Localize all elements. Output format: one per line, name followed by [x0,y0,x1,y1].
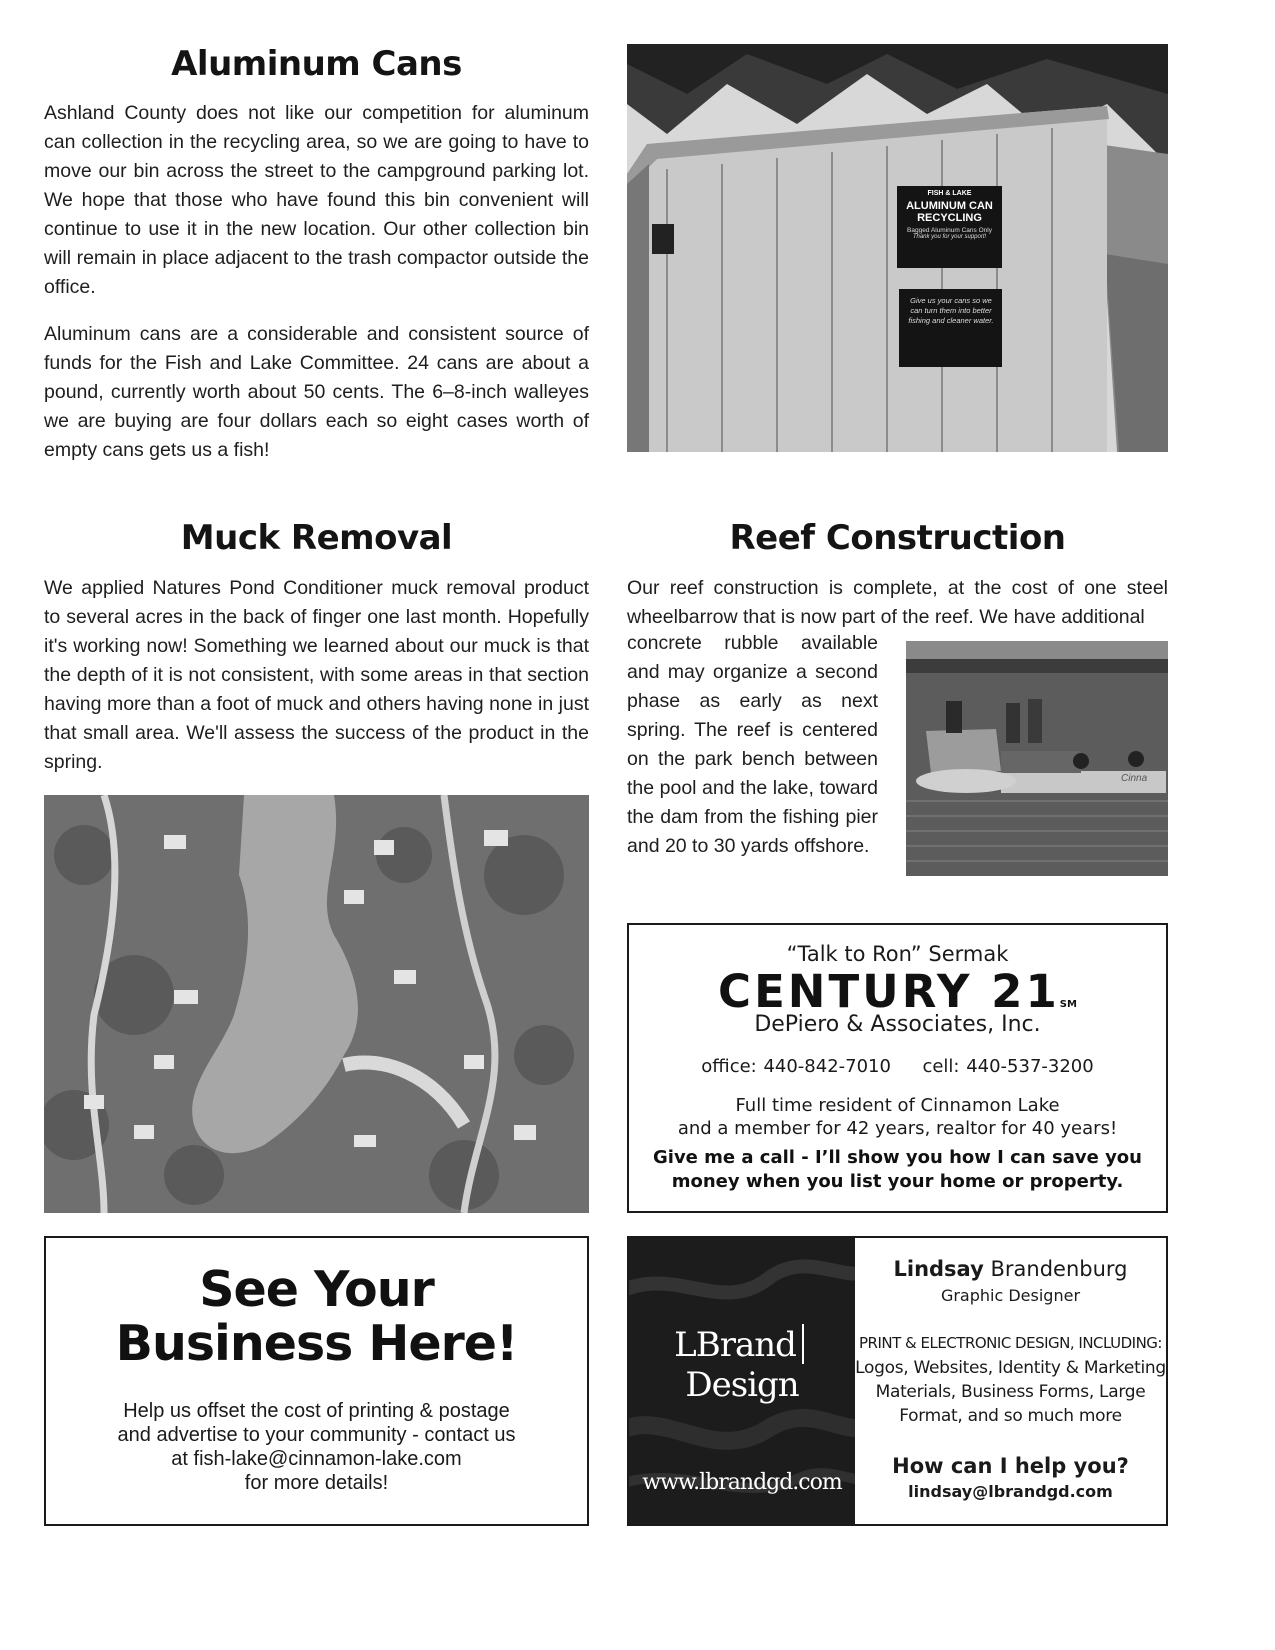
reef-construction-heading: Reef Construction [729,518,1066,558]
business-ad [44,1236,589,1526]
reef-construction-paragraph: concrete rubble available and may organize a second phase as early as next spring. The reef is centered on the park bench between the pool and the lake, toward the dam from the fishing pier and 20 to 30 yards offshore. [627,632,878,857]
business-ad-headline-2: Business Here! [115,1315,518,1372]
lbrand-logo-left: LBrand [674,1325,796,1365]
business-ad-line-4: for more details! [244,1472,389,1494]
aluminum-cans-paragraph-2: Aluminum cans are a considerable and consistent source of funds for the Fish and Lake Committee. 24 cans are about a pound, currently worth about 50 cents. The 6–8-inch walleyes we are buying are four dollars each so eight cases worth of empty cans gets us a fish! [44,323,589,461]
cell-phone: cell: 440-537-3200 [922,1056,1094,1077]
logo-divider [802,1324,804,1364]
business-ad-email-line: at fish-lake@cinnamon-lake.com [171,1448,462,1470]
century21-ad [627,923,1168,1213]
fish-lake-logo: FISH & LAKE [927,190,972,197]
ad-member-line: and a member for 42 years, realtor for 40 years! [677,1118,1118,1139]
muck-removal-heading: Muck Removal [180,518,453,558]
boat-lettering: Cinna [1121,773,1148,784]
designer-first-name: Lindsay [893,1257,984,1281]
services-line-3: Format, and so much more [899,1406,1122,1426]
lbrand-logo-panel [629,1238,855,1524]
designer-role: Graphic Designer [940,1286,1081,1305]
ad-resident-line: Full time resident of Cinnamon Lake [735,1095,1060,1116]
aluminum-cans-paragraph-1: Ashland County does not like our competition for aluminum can collection in the recycling area, so we are going to have to move our bin across the street to the campground parking lot. We hope that those who have found this bin convenient will continue to use it in the new location. Our other collection bin will remain in place adjacent to the trash compactor outside the office. [44,102,589,298]
reef-boat-photo [906,641,1168,876]
ad-company: DePiero & Associates, Inc. [754,1012,1041,1037]
services-line-1: Logos, Websites, Identity & Marketing [855,1358,1166,1378]
ad-call-line-1: Give me a call - I’ll show you how I can save you [653,1147,1142,1168]
sign-thanks: Thank you for your support! [912,234,987,240]
aluminum-cans-heading: Aluminum Cans [171,44,462,84]
designer-last-name: Brandenburg [990,1257,1128,1281]
lbrand-ad [627,1236,1168,1526]
business-ad-line-1: Help us offset the cost of printing & postage [123,1400,510,1422]
muck-removal-paragraph: We applied Natures Pond Conditioner muck removal product to several acres in the back of finger one last month. Hopefully it's working now! Something we learned about our muck is that the depth of it is not consistent, with some areas in that section having more than a foot of muck and others having none in just that small area. We'll assess the success of the product in the spring. [44,577,589,773]
business-ad-line-2: and advertise to your community - contact us [117,1424,516,1446]
aerial-lake-photo [44,795,589,1213]
lbrand-url[interactable]: www.lbrandgd.com [642,1470,842,1495]
help-question: How can I help you? [892,1454,1129,1478]
services-heading: PRINT & ELECTRONIC DESIGN, INCLUDING: [858,1334,1162,1352]
ad-tagline: “Talk to Ron” Sermak [786,942,1009,966]
designer-email[interactable]: lindsay@lbrandgd.com [908,1482,1113,1501]
reef-construction-intro: Our reef construction is complete, at the cost of one steel wheelbarrow that is now part of the reef. We have additional [627,577,1168,628]
recycling-bin-photo [627,44,1168,452]
lbrand-logo-right: Design [685,1365,799,1405]
office-phone: office: 440-842-7010 [701,1056,891,1077]
ad-call-line-2: money when you list your home or property. [671,1171,1124,1192]
sign-title: ALUMINUM CAN RECYCLING [906,200,993,224]
sign-message: Give us your cans so we can turn them into better fishing and cleaner water. [908,296,994,325]
century21-brand: CENTURY 21 [718,965,1060,1018]
business-ad-headline-1: See Your [199,1261,434,1318]
services-line-2: Materials, Business Forms, Large [875,1382,1146,1402]
service-mark: SM [1059,999,1077,1010]
sign-subtitle: Bagged Aluminum Cans Only [907,227,992,234]
